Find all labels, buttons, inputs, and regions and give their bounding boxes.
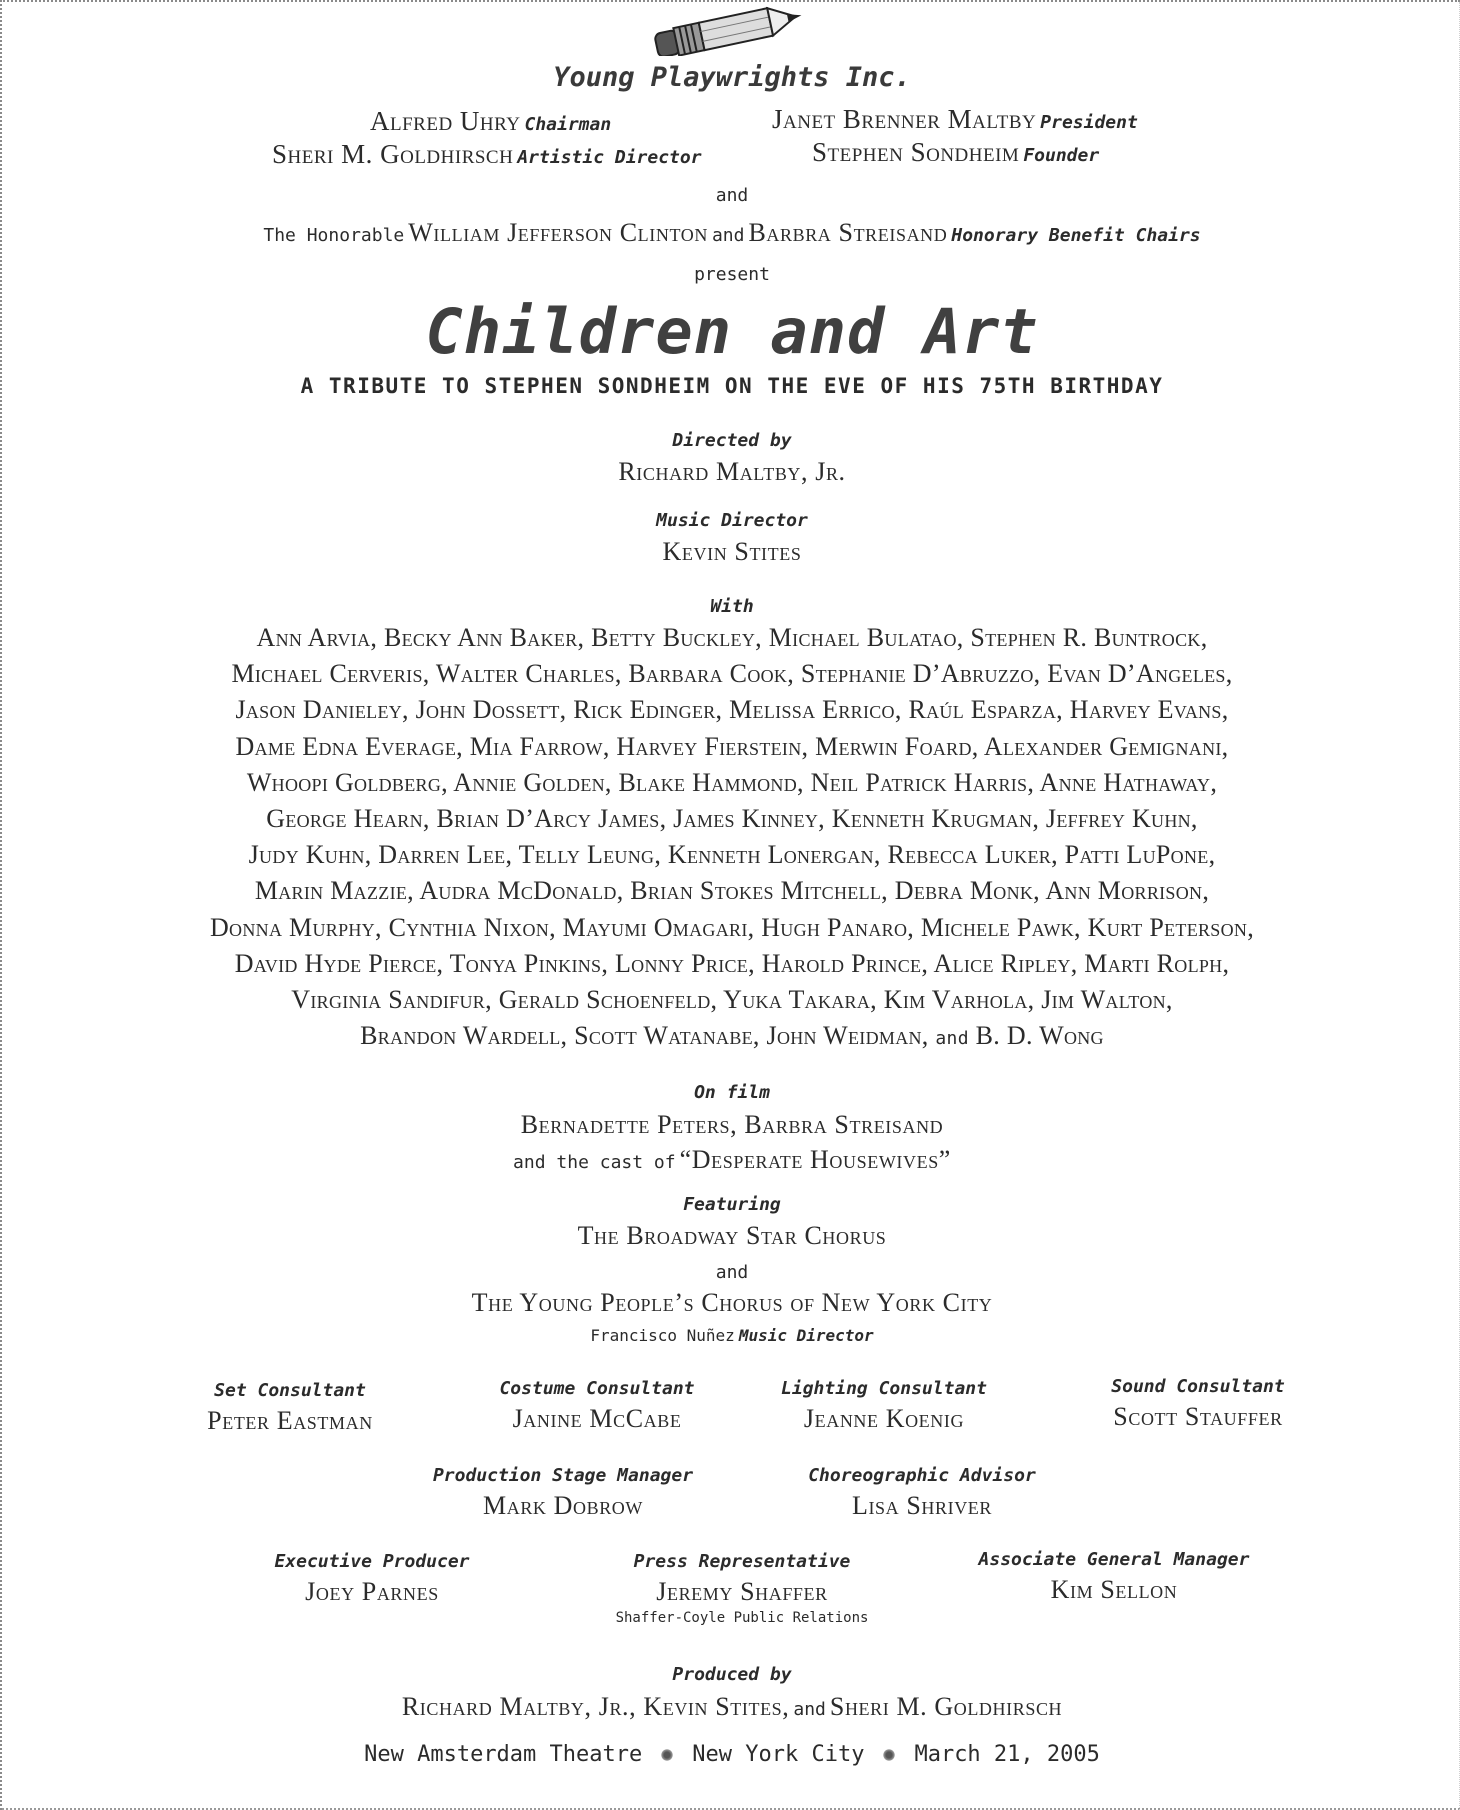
on-film-names: Bernadette Peters, Barbra Streisand — [520, 1110, 944, 1139]
credit-name: Jeanne Koenig — [803, 1404, 965, 1433]
produced-by-names: Richard Maltby, Jr., Kevin Stites, — [401, 1692, 790, 1721]
officer-role: Chairman — [524, 114, 612, 135]
featuring-and: and — [715, 1262, 749, 1283]
officer-name: Alfred Uhry — [370, 106, 521, 136]
cast-and: and — [935, 1028, 969, 1050]
credit-stage-manager — [393, 1462, 733, 1522]
honorary-prefix: The Honorable — [263, 225, 405, 246]
cast-line: Virginia Sandifur, Gerald Schoenfeld, Yuka Takara, Kim Varhola, Jim Walton, — [291, 985, 1173, 1015]
credit-name: Joey Parnes — [305, 1577, 439, 1606]
featuring-role: Featuring — [683, 1194, 781, 1215]
produced-by-last: Sheri M. Goldhirsch — [829, 1692, 1063, 1721]
cast-list — [2, 620, 1460, 1057]
organization-name: Young Playwrights Inc. — [553, 62, 911, 93]
on-film-line-2 — [2, 1145, 1460, 1175]
featuring-director-name: Francisco Nuñez — [590, 1326, 735, 1345]
directed-by-name: Richard Maltby, Jr. — [618, 457, 846, 486]
featuring-director-role: Music Director — [738, 1326, 874, 1345]
credit-name: Lisa Shriver — [851, 1491, 993, 1520]
venue-theatre: New Amsterdam Theatre — [364, 1742, 643, 1767]
credit-org: Shaffer-Coyle Public Relations — [615, 1610, 869, 1626]
credit-role: Choreographic Advisor — [808, 1465, 1036, 1486]
cast-line: Jason Danieley, John Dossett, Rick Edinger, Melissa Errico, Raúl Esparza, Harvey Evans, — [235, 695, 1229, 725]
featuring-chorus-2: The Young People’s Chorus of New York City — [471, 1288, 993, 1317]
present-label: present — [694, 264, 770, 285]
honorary-name-2: Barbra Streisand — [748, 218, 948, 247]
officer-artistic-director — [272, 139, 702, 170]
honorary-and: and — [711, 225, 745, 246]
featuring-chorus-1: The Broadway Star Chorus — [577, 1221, 887, 1250]
venue-line — [2, 1742, 1460, 1767]
officer-name: Stephen Sondheim — [812, 137, 1020, 167]
officer-name: Janet Brenner Maltby — [772, 104, 1037, 134]
credit-choreographic-advisor — [752, 1462, 1092, 1522]
credit-name: Kim Sellon — [1050, 1575, 1178, 1604]
music-director-role: Music Director — [656, 510, 808, 531]
cast-line: Judy Kuhn, Darren Lee, Telly Leung, Kenneth Lonergan, Rebecca Luker, Patti LuPone, — [248, 840, 1216, 870]
cast-line-last — [2, 1018, 1460, 1057]
honorary-role: Honorary Benefit Chairs — [951, 225, 1201, 246]
honorary-name-1: William Jefferson Clinton — [408, 218, 708, 247]
cast-line: George Hearn, Brian D’Arcy James, James Kinney, Kenneth Krugman, Jeffrey Kuhn, — [266, 804, 1198, 834]
credit-role: Executive Producer — [274, 1551, 470, 1572]
on-film-prefix: and the cast of — [513, 1152, 676, 1173]
produced-by-line — [2, 1692, 1460, 1722]
page-title: Children and Art — [425, 295, 1039, 368]
officer-chairman — [370, 106, 611, 137]
officer-role: Artistic Director — [517, 147, 702, 168]
credit-sound — [1028, 1373, 1368, 1433]
cast-line: Marin Mazzie, Audra McDonald, Brian Stokes Mitchell, Debra Monk, Ann Morrison, — [254, 876, 1210, 906]
credit-executive-producer — [202, 1548, 542, 1608]
cast-line: Whoopi Goldberg, Annie Golden, Blake Hammond, Neil Patrick Harris, Anne Hathaway, — [246, 767, 1218, 797]
with-label: With — [710, 596, 754, 617]
credit-press-representative — [572, 1548, 912, 1628]
credit-name: Mark Dobrow — [483, 1491, 643, 1520]
music-director-name: Kevin Stites — [662, 537, 802, 566]
credit-role: Associate General Manager — [978, 1549, 1250, 1570]
credit-role: Sound Consultant — [1111, 1376, 1285, 1397]
credit-name: Jeremy Shaffer — [656, 1577, 828, 1606]
officer-role: President — [1040, 112, 1138, 133]
credit-name: Scott Stauffer — [1113, 1402, 1283, 1431]
credit-role: Press Representative — [633, 1551, 851, 1572]
credit-name: Janine McCabe — [512, 1404, 682, 1433]
officer-founder — [812, 137, 1099, 168]
credit-associate-gm — [944, 1546, 1284, 1606]
page-subtitle: A TRIBUTE TO STEPHEN SONDHEIM ON THE EVE OF HIS 75TH BIRTHDAY — [300, 374, 1164, 398]
credit-role: Production Stage Manager — [432, 1465, 694, 1486]
officer-role: Founder — [1023, 145, 1100, 166]
honorary-chairs — [2, 218, 1460, 248]
on-film-show: “Desperate Housewives” — [679, 1145, 951, 1174]
credit-set — [120, 1377, 460, 1437]
cast-line: Michael Cerveris, Walter Charles, Barbara Cook, Stephanie D’Abruzzo, Evan D’Angeles, — [231, 659, 1233, 689]
credit-role: Set Consultant — [214, 1380, 366, 1401]
pencil-icon — [647, 4, 817, 56]
officer-name: Sheri M. Goldhirsch — [272, 139, 514, 169]
and-connector: and — [715, 185, 749, 206]
venue-date: March 21, 2005 — [914, 1742, 1100, 1767]
credit-name: Peter Eastman — [207, 1406, 373, 1435]
cast-line: Donna Murphy, Cynthia Nixon, Mayumi Omagari, Hugh Panaro, Michele Pawk, Kurt Peterson, — [209, 912, 1255, 942]
flower-bullet-icon — [660, 1748, 674, 1762]
produced-by-and: and — [793, 1699, 826, 1720]
produced-by-role: Produced by — [672, 1664, 792, 1685]
cast-line: Dame Edna Everage, Mia Farrow, Harvey Fierstein, Merwin Foard, Alexander Gemignani, — [235, 731, 1229, 761]
on-film-role: On film — [694, 1082, 770, 1103]
cast-last-name: B. D. Wong — [975, 1021, 1104, 1051]
credit-role: Costume Consultant — [499, 1378, 695, 1399]
cast-line: Ann Arvia, Becky Ann Baker, Betty Buckley, Michael Bulatao, Stephen R. Buntrock, — [256, 623, 1208, 652]
flower-bullet-icon — [882, 1748, 896, 1762]
credit-role: Lighting Consultant — [781, 1378, 987, 1399]
venue-city: New York City — [692, 1742, 865, 1767]
officer-president — [772, 104, 1138, 135]
featuring-director — [2, 1326, 1460, 1346]
credit-lighting — [714, 1375, 1054, 1435]
cast-line: Brandon Wardell, Scott Watanabe, John Weidman, — [360, 1021, 929, 1051]
directed-by-role: Directed by — [672, 430, 792, 451]
cast-line: David Hyde Pierce, Tonya Pinkins, Lonny Price, Harold Prince, Alice Ripley, Marti Rolph, — [234, 948, 1230, 978]
